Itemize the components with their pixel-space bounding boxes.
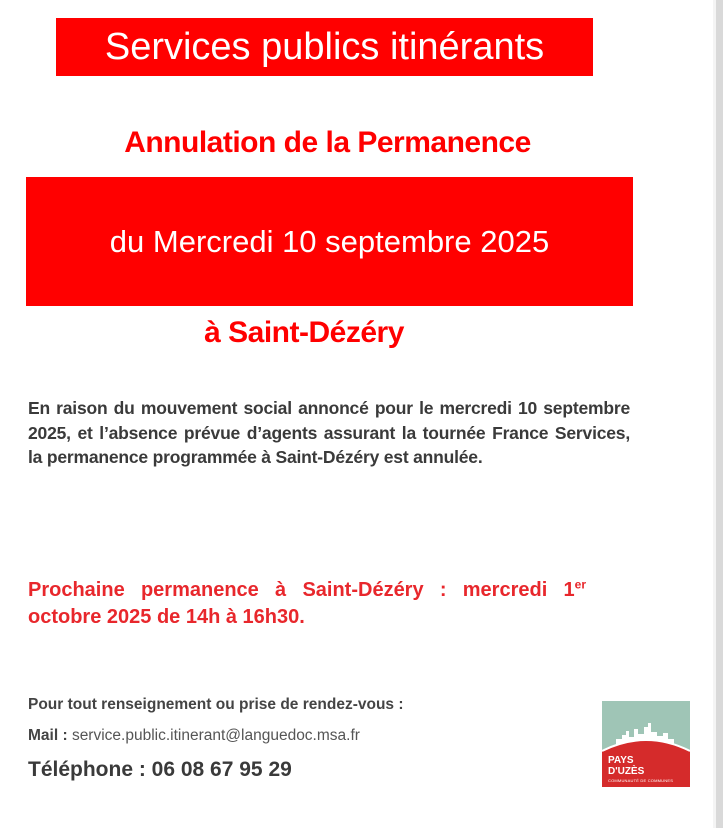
location-title: à Saint-Dézéry bbox=[204, 316, 404, 349]
mail-label: Mail : bbox=[28, 727, 68, 744]
mail-line bbox=[28, 727, 360, 745]
pays-uzes-logo bbox=[602, 701, 690, 787]
mail-link[interactable]: service.public.itinerant@languedoc.msa.fr bbox=[71, 727, 360, 744]
phone-number: Téléphone : 06 08 67 95 29 bbox=[28, 758, 292, 781]
header-title: Services publics itinérants bbox=[104, 25, 545, 68]
header-banner bbox=[56, 18, 593, 76]
announcement-paragraph: En raison du mouvement social annoncé pour le mercredi 10 septembre 2025, et l’absence prévue d’agents assurant la tournée France Services, la permanence programmée à Saint-Dézéry est annulée. bbox=[28, 398, 630, 467]
date-text: du Mercredi 10 septembre 2025 bbox=[109, 223, 550, 259]
contact-intro: Pour tout renseignement ou prise de rendez-vous : bbox=[28, 696, 404, 713]
next-session-notice bbox=[28, 577, 586, 631]
date-banner bbox=[26, 177, 633, 306]
next-session-date: octobre 2025 de 14h à 16h30. bbox=[28, 606, 305, 628]
ordinal-superscript: er bbox=[574, 577, 586, 592]
cancel-title: Annulation de la Permanence bbox=[124, 126, 531, 159]
next-session-text: Prochaine permanence à Saint-Dézéry : mercredi 1 bbox=[28, 579, 575, 601]
logo-subtitle: COMMUNAUTÉ DE COMMUNES bbox=[608, 778, 674, 783]
logo-wordmark: PAYS D'UZÈS bbox=[608, 755, 645, 777]
page-border bbox=[716, 0, 723, 828]
